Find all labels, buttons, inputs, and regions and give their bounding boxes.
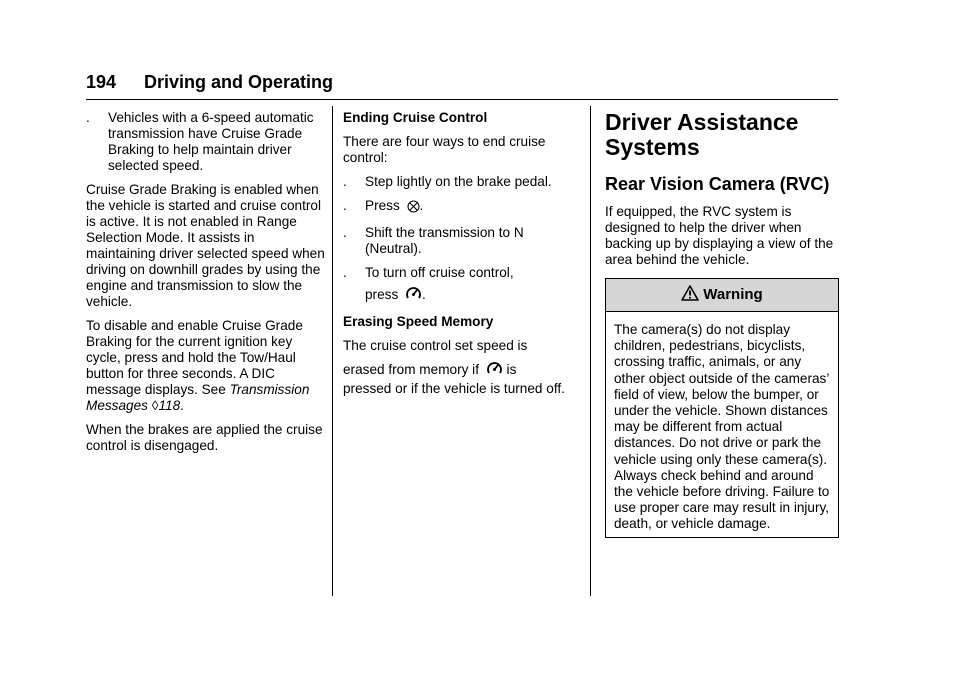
- list-item: [343, 265, 571, 306]
- subheading-ending-cruise: Ending Cruise Control: [343, 110, 488, 125]
- bullet-marker: .: [343, 225, 347, 240]
- paragraph-text: pressed or if the vehicle is turned off.: [343, 381, 565, 396]
- column-2: [343, 110, 571, 405]
- paragraph-rvc-intro: If equipped, the RVC system is designed to help the driver when backing up by displaying a view of the area behind the vehicle.: [605, 204, 834, 267]
- warning-text: The camera(s) do not display children, pedestrians, bicyclists, crossing traffic, animals, or any other object outside of the cameras’ field of view, below the bumper, or under the vehicle. Shown distances may be different from actual distances. Do not drive or park the vehicle using only these camera(s). Always check behind and around the vehicle before driving. Failure to use proper care may result in injury, death, or vehicle damage.: [614, 322, 830, 532]
- column-divider-2: [590, 106, 591, 596]
- bullet-text: Step lightly on the brake pedal.: [365, 174, 552, 189]
- paragraph-grade-braking: Cruise Grade Braking is enabled when the vehicle is started and cruise control is active. It is not enabled in Range Selection Mode. It assists in maintaining driver selected speed when driving on downhill grades by using the engine and transmission to slow the vehicle.: [86, 182, 325, 309]
- page-header: [86, 72, 838, 100]
- column-3: [605, 110, 841, 538]
- bullet-text: To turn off cruise control,: [365, 265, 514, 280]
- section-title: Driving and Operating: [144, 72, 334, 92]
- period: .: [419, 198, 424, 213]
- column-1: [86, 110, 326, 462]
- column-divider-1: [332, 106, 333, 596]
- list-item: [343, 225, 571, 257]
- paragraph-text: erased from memory if: [343, 362, 479, 377]
- page-number: 194: [86, 72, 117, 92]
- paragraph-brakes-applied: When the brakes are applied the cruise control is disengaged.: [86, 422, 323, 453]
- subheading-erasing-memory: Erasing Speed Memory: [343, 314, 494, 329]
- cross-reference-page[interactable]: 118: [158, 398, 181, 413]
- list-item: [343, 174, 571, 190]
- list-item: [343, 198, 571, 217]
- paragraph-disable-braking: [86, 318, 326, 414]
- list-item: [86, 110, 326, 174]
- warning-header: [606, 279, 838, 312]
- paragraph-erasing: [343, 338, 571, 397]
- bullet-marker: .: [343, 265, 347, 280]
- bullet-marker: .: [343, 198, 347, 213]
- heading-driver-assistance: Driver Assistance Systems: [605, 109, 799, 160]
- page-ref-arrow-icon: ◊: [151, 398, 159, 413]
- cross-reference-link[interactable]: Transmission Messages: [86, 382, 310, 413]
- paragraph-ending-intro: There are four ways to end cruise control:: [343, 134, 546, 165]
- period: .: [180, 398, 184, 413]
- bullet-marker: .: [343, 174, 347, 189]
- cruise-control-icon: [405, 285, 422, 306]
- warning-title: Warning: [703, 286, 763, 303]
- paragraph-text: is: [506, 362, 517, 377]
- warning-box: [605, 278, 839, 538]
- warning-triangle-icon: [681, 285, 703, 305]
- bullet-text: Shift the transmission to N (Neutral).: [365, 225, 524, 256]
- bullet-marker: .: [86, 110, 90, 125]
- bullet-text: press: [365, 287, 399, 302]
- period: .: [422, 287, 426, 302]
- bullet-text: Press: [365, 198, 400, 213]
- cancel-cruise-icon: [407, 200, 420, 217]
- cruise-control-icon: [486, 360, 503, 381]
- paragraph-text: To disable and enable Cruise Grade Braking for the current ignition key cycle, press and hold the Tow/Haul button for three seconds. A DIC message displays. See: [86, 318, 303, 397]
- paragraph-text: The cruise control set speed is: [343, 338, 528, 353]
- heading-rear-vision-camera: Rear Vision Camera (RVC): [605, 174, 830, 194]
- bullet-text: Vehicles with a 6-speed automatic transmission have Cruise Grade Braking to help maintain driver selected speed.: [108, 110, 314, 173]
